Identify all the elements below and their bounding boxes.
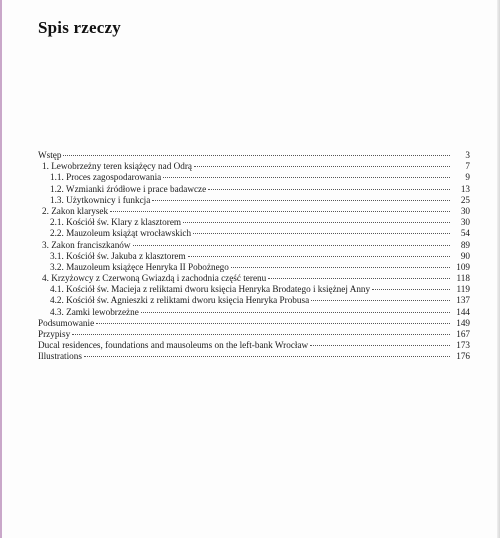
dot-leader (163, 177, 450, 178)
toc-entry (38, 273, 470, 284)
toc-entry-page-number: 30 (460, 205, 470, 216)
toc-entry (38, 284, 470, 295)
toc-entry (38, 240, 470, 251)
toc-entry (38, 262, 470, 273)
toc-entry-title: Przypisy (38, 329, 71, 339)
toc-entry-title: Illustrations (38, 351, 82, 362)
dot-leader (194, 166, 450, 167)
dot-leader (63, 155, 450, 156)
toc-entry-page-number: 173 (456, 340, 470, 351)
toc-entry (38, 195, 470, 206)
toc-entry-page-number: 90 (460, 250, 470, 261)
toc-entry (38, 351, 470, 362)
toc-entry-title: 4. Krzyżowcy z Czerwoną Gwiazdą i zachodnia część terenu (42, 273, 267, 284)
toc-entry-page-number: 119 (456, 284, 470, 295)
toc-entry-title: Wstęp (38, 150, 62, 160)
toc-entry (38, 228, 470, 239)
toc-entry-title: 2. Zakon klarysek (42, 205, 109, 216)
toc-entry-title: 1.2. Wzmianki źródłowe i prace badawcze (50, 183, 207, 194)
toc-entry (38, 340, 470, 351)
toc-entry-page-number: 144 (456, 306, 470, 317)
toc-entry-page-number: 167 (456, 329, 470, 339)
dot-leader (152, 200, 450, 201)
toc-entry-page-number: 137 (456, 295, 470, 306)
toc-entry-page-number: 3 (465, 150, 470, 160)
toc-entry-title: 4.3. Zamki lewobrzeżne (50, 306, 139, 317)
toc-entry-title: 3.2. Mauzoleum książęce Henryka II Pobożnego (50, 261, 229, 272)
dot-leader (208, 189, 450, 190)
dot-leader (193, 233, 450, 234)
dot-leader (110, 211, 450, 212)
toc-entry (38, 161, 470, 172)
toc-entry-page-number: 13 (460, 183, 470, 194)
toc-entry-page-number: 109 (456, 261, 470, 272)
toc-entry (38, 172, 470, 183)
toc-entry-title: 1. Lewobrzeżny teren książęcy nad Odrą (42, 161, 192, 172)
toc-entry-title: 2.1. Kościół św. Klary z klasztorem (50, 217, 182, 228)
dot-leader (133, 245, 450, 246)
toc-entry (38, 184, 470, 195)
dot-leader (372, 289, 450, 290)
toc-entry (38, 318, 470, 329)
dot-leader (72, 334, 450, 335)
toc-entry-page-number: 30 (460, 217, 470, 228)
toc-entry (38, 295, 470, 306)
toc-entry (38, 251, 470, 262)
left-page-edge (0, 0, 2, 538)
toc-entry-page-number: 176 (456, 351, 470, 362)
dot-leader (183, 222, 450, 223)
toc-entry-title: Ducal residences, foundations and mausoleums on the left-bank Wrocław (38, 340, 309, 351)
toc-entry-title: 1.1. Proces zagospodarowania (50, 172, 162, 183)
toc-entry (38, 307, 470, 318)
toc-entry-title: 3. Zakon franciszkanów (42, 239, 131, 250)
table-of-contents (38, 150, 470, 363)
toc-entry-page-number: 149 (456, 317, 470, 328)
toc-entry-page-number: 7 (465, 161, 470, 172)
dot-leader (141, 312, 450, 313)
toc-entry-page-number: 9 (465, 172, 470, 183)
toc-entry-page-number: 118 (456, 273, 470, 284)
toc-entry-title: 4.2. Kościół św. Agnieszki z reliktami dworu księcia Henryka Probusa (50, 295, 310, 306)
toc-entry-title: 4.1. Kościół św. Macieja z reliktami dworu księcia Henryka Brodatego i księżnej Anny (50, 284, 371, 295)
dot-leader (84, 356, 450, 357)
toc-entry (38, 217, 470, 228)
dot-leader (231, 267, 450, 268)
dot-leader (96, 323, 450, 324)
dot-leader (311, 300, 450, 301)
toc-entry-title: 3.1. Kościół św. Jakuba z klasztorem (50, 250, 186, 261)
toc-entry-page-number: 89 (460, 239, 470, 250)
toc-entry-page-number: 54 (460, 228, 470, 239)
toc-entry (38, 329, 470, 340)
toc-entry-title: 2.2. Mauzoleum książąt wrocławskich (50, 228, 192, 239)
page-title: Spis rzeczy (38, 18, 121, 37)
toc-entry-title: 1.3. Użytkownicy i funkcja (50, 194, 151, 205)
toc-entry (38, 150, 470, 161)
dot-leader (268, 278, 450, 279)
dot-leader (310, 345, 450, 346)
toc-entry-title: Podsumowanie (38, 317, 95, 328)
toc-entry (38, 206, 470, 217)
toc-entry-page-number: 25 (460, 194, 470, 205)
dot-leader (188, 256, 450, 257)
